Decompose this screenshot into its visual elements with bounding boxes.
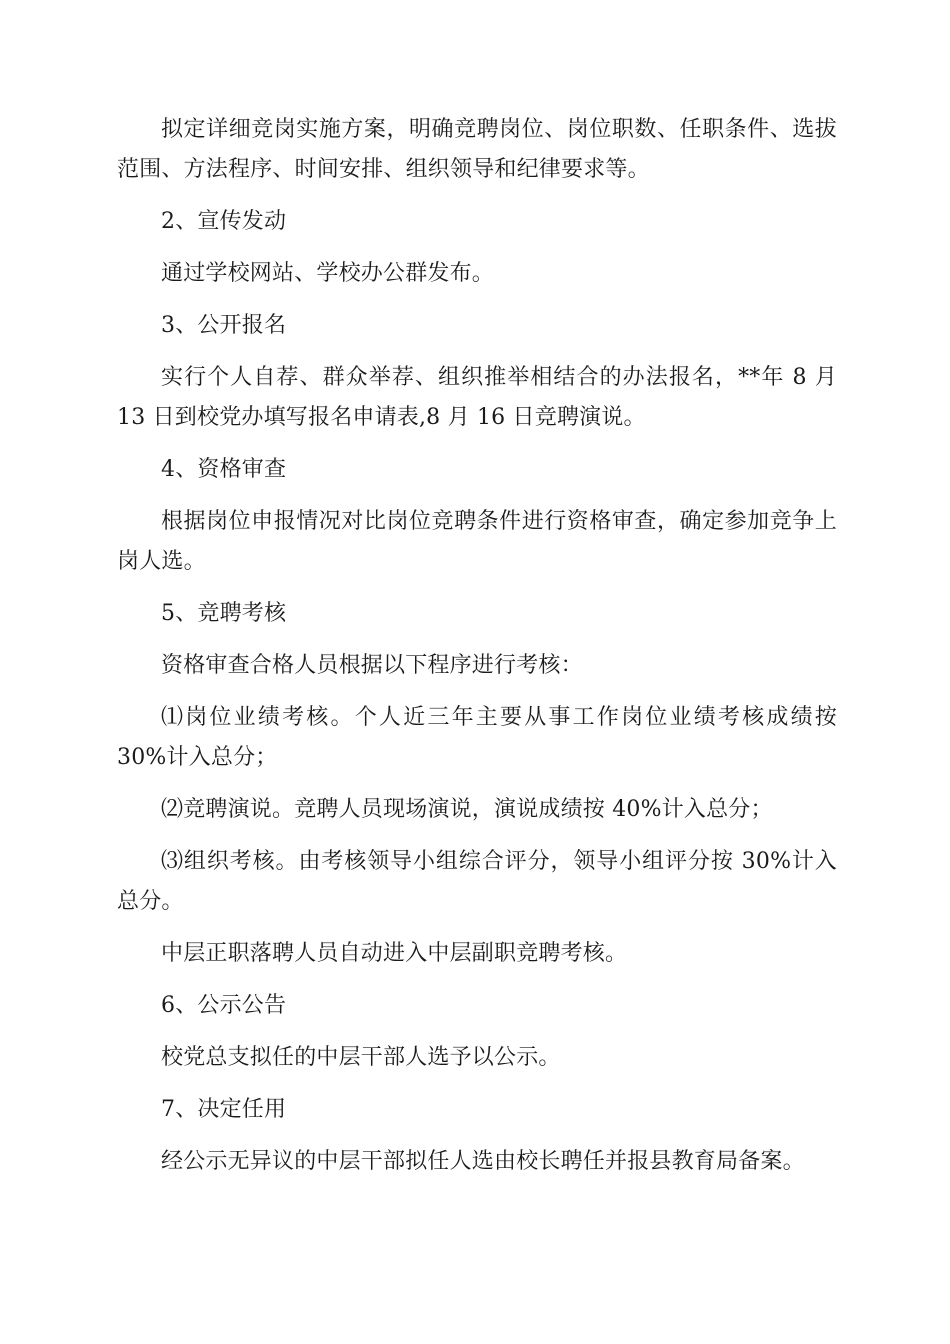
list-item-speech: ⑵竞聘演说。竞聘人员现场演说，演说成绩按 40%计入总分； [161,797,773,822]
paragraph-announcement: 校党总支拟任的中层干部人选予以公示。 [161,1045,561,1070]
heading-assessment: 5、竞聘考核 [161,601,287,626]
heading-announcement: 6、公示公告 [161,993,287,1018]
heading-qualification-review: 4、资格审查 [161,457,287,482]
list-item-performance: ⑴岗位业绩考核。个人近三年主要从事工作岗位业绩考核成绩按 30%计入总分； [117,705,837,770]
paragraph-plan-details: 拟定详细竞岗实施方案，明确竞聘岗位、岗位职数、任职条件、选拔范围、方法程序、时间安排、组织领导和纪律要求等。 [117,117,837,182]
paragraph-registration: 实行个人自荐、群众举荐、组织推举相结合的办法报名，**年 8 月 13 日到校党办填写报名申请表,8 月 16 日竞聘演说。 [117,365,837,430]
paragraph-qualification-review: 根据岗位申报情况对比岗位竞聘条件进行资格审查，确定参加竞争上岗人选。 [117,509,837,574]
heading-publicity: 2、宣传发动 [161,209,287,234]
paragraph-publicity: 通过学校网站、学校办公群发布。 [161,261,495,286]
paragraph-appointment: 经公示无异议的中层干部拟任人选由校长聘任并报县教育局备案。 [161,1149,805,1174]
paragraph-deputy-transfer: 中层正职落聘人员自动进入中层副职竞聘考核。 [161,941,628,966]
paragraph-assessment-intro: 资格审查合格人员根据以下程序进行考核： [161,653,583,678]
list-item-organization: ⑶组织考核。由考核领导小组综合评分，领导小组评分按 30%计入总分。 [117,849,837,914]
heading-registration: 3、公开报名 [161,313,287,338]
document-body [117,110,837,1194]
heading-appointment: 7、决定任用 [161,1097,287,1122]
